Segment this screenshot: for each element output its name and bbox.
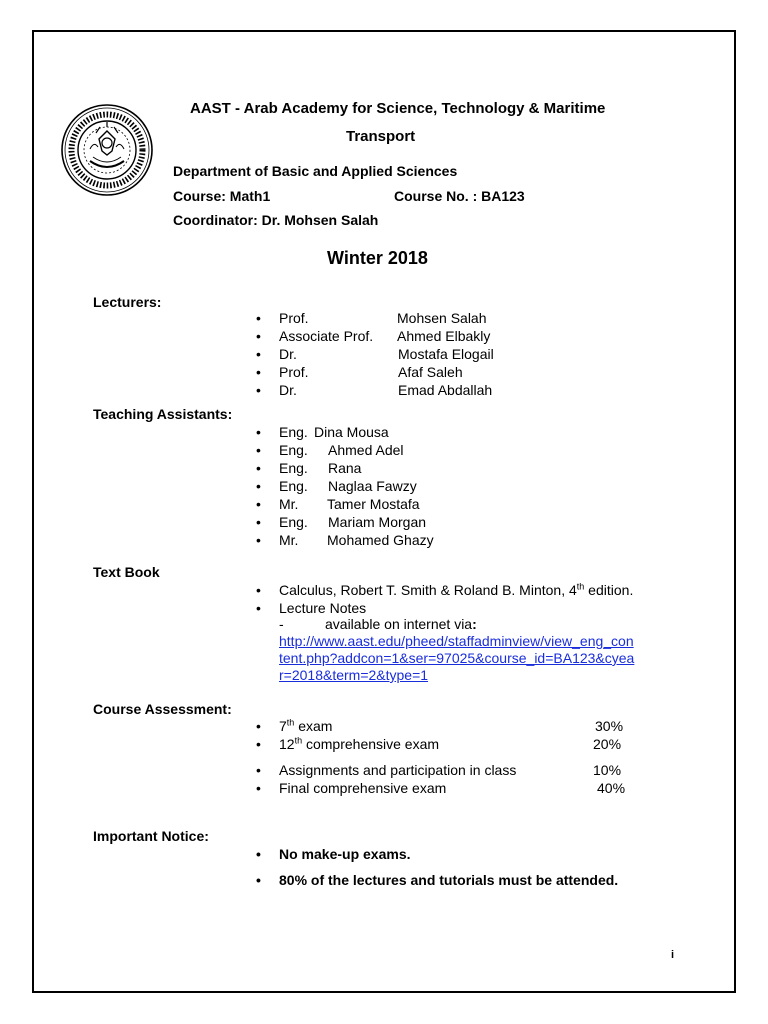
list-item [279, 442, 404, 458]
list-item [279, 460, 362, 476]
lecturers-heading: Lecturers: [93, 294, 162, 310]
assessment-sup: th [286, 717, 295, 728]
notice-heading: Important Notice: [93, 828, 209, 844]
course-number: Course No. : BA123 [394, 188, 525, 204]
list-item [279, 424, 389, 440]
lecturer-name: Emad Abdallah [398, 382, 493, 398]
assistant-title: Eng. [279, 424, 308, 440]
assistant-title: Eng. [279, 478, 308, 494]
link-line: tent.php?addcon=1&ser=97025&course_id=BA123&cyea [279, 650, 635, 666]
list-item [279, 532, 434, 548]
lecturer-name: Mostafa Elogail [398, 346, 494, 362]
lecturer-title: Dr. [279, 346, 297, 362]
availability-note [325, 616, 477, 632]
list-item [279, 328, 491, 344]
list-item [279, 780, 626, 796]
list-item [279, 582, 633, 598]
lecture-notes-link[interactable] [279, 633, 634, 684]
assistant-name: Ahmed Adel [328, 442, 404, 458]
assessment-weight: 10% [593, 762, 622, 778]
list-item [279, 382, 493, 398]
assessment-sup: th [294, 735, 303, 746]
list-item [279, 478, 417, 494]
assessment-item-rest: exam [294, 718, 333, 734]
list-item: • 80% of the lectures and tutorials must be attended. [279, 872, 618, 888]
list-item [279, 364, 463, 380]
lecturer-title: Associate Prof. [279, 328, 374, 344]
assessment-weight: 30% [595, 718, 624, 734]
list-item [279, 735, 622, 752]
lecturer-name: Mohsen Salah [397, 310, 487, 326]
list-item [279, 496, 420, 512]
lecturer-title: Dr. [279, 382, 297, 398]
assistant-title: Eng. [279, 442, 308, 458]
textbook-edition: edition. [584, 582, 634, 598]
assistant-name: Mohamed Ghazy [327, 532, 434, 548]
list-item [279, 310, 487, 326]
assistant-title: Eng. [279, 460, 308, 476]
assistants-heading: Teaching Assistants: [93, 406, 233, 422]
page-number: i [671, 949, 675, 961]
dash-marker: - [279, 616, 284, 632]
textbook-title: Calculus, Robert T. Smith & Roland B. Minton, 4 [279, 582, 577, 598]
assistant-title: Eng. [279, 514, 308, 530]
department-name: Department of Basic and Applied Sciences [173, 163, 458, 179]
assessment-item: 7 [279, 718, 287, 734]
lecture-notes-label: Lecture Notes [279, 600, 367, 616]
link-line: http://www.aast.edu/pheed/staffadminview/view_eng_con [279, 633, 634, 649]
lecturer-name: Ahmed Elbakly [397, 328, 491, 344]
assistant-name: Dina Mousa [314, 424, 389, 440]
assistant-name: Naglaa Fawzy [328, 478, 417, 494]
list-item [279, 600, 366, 616]
list-item: • No make-up exams. [279, 846, 411, 862]
lecturer-title: Prof. [279, 310, 309, 326]
list-item [279, 346, 494, 362]
course-name: Course: Math1 [173, 188, 271, 204]
academy-seal-icon [60, 103, 154, 197]
institution-title-line1: AAST - Arab Academy for Science, Technology & Maritime [190, 100, 606, 117]
list-item [279, 514, 427, 530]
assistant-name: Mariam Morgan [328, 514, 427, 530]
assistant-title: Mr. [279, 496, 299, 512]
assessment-item: 12 [279, 736, 295, 752]
availability-text: available on internet via [325, 616, 473, 632]
coordinator: Coordinator: Dr. Mohsen Salah [173, 212, 379, 228]
assessment-weight: 20% [593, 736, 622, 752]
institution-title-line2: Transport [346, 128, 416, 145]
assessment-item: Assignments and participation in class [279, 762, 517, 778]
assistant-name: Tamer Mostafa [327, 496, 420, 512]
lecturer-title: Prof. [279, 364, 309, 380]
assistant-title: Mr. [279, 532, 299, 548]
availability-colon: : [472, 616, 477, 632]
assessment-weight: 40% [597, 780, 626, 796]
assessment-heading: Course Assessment: [93, 701, 232, 717]
list-item [279, 762, 622, 778]
assessment-item: Final comprehensive exam [279, 780, 447, 796]
assessment-item-rest: comprehensive exam [302, 736, 440, 752]
lecturer-name: Afaf Saleh [398, 364, 463, 380]
term-title: Winter 2018 [327, 248, 428, 268]
list-item [279, 717, 624, 734]
textbook-edition-sup: th [576, 581, 585, 592]
assistant-name: Rana [328, 460, 362, 476]
link-line: r=2018&term=2&type=1 [279, 667, 429, 683]
textbook-heading: Text Book [93, 564, 160, 580]
